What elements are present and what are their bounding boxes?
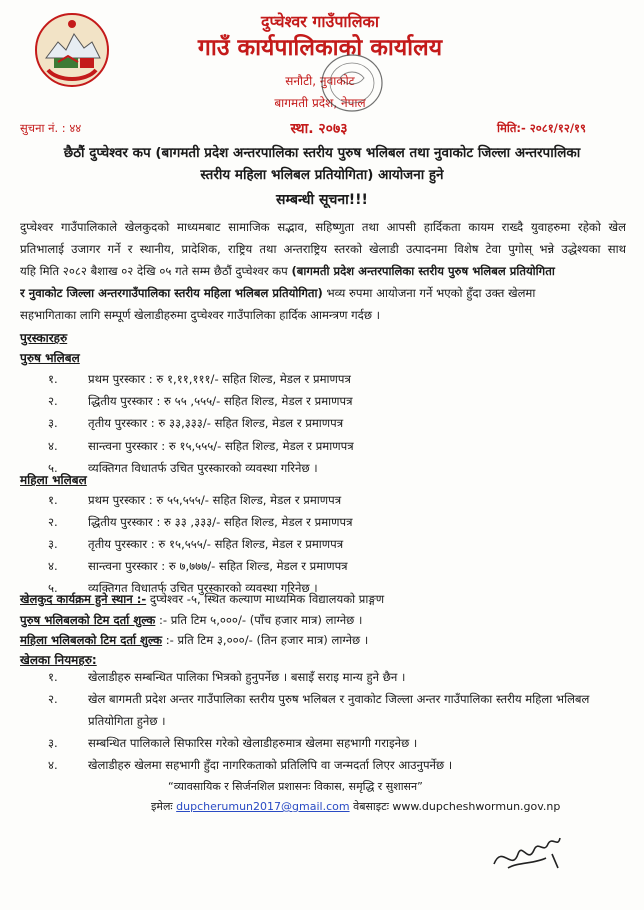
body-line: सहभागिताका लागि सम्पूर्ण खेलाडीहरुमा दुप्चेश्वर गाउँपालिका हार्दिक आमन्त्रण गर्दछ ।	[20, 308, 381, 322]
list-item	[48, 489, 628, 511]
list-item	[48, 666, 628, 688]
item-number: ३.	[48, 416, 58, 431]
notice-title-line-2: स्तरीय महिला भलिबल प्रतियोगिता) आयोजना हुने	[200, 167, 444, 183]
item-number: २.	[48, 394, 58, 409]
rules-heading: खेलका नियमहरु:	[20, 653, 97, 667]
item-number: १.	[48, 372, 58, 386]
list-item	[48, 688, 628, 732]
item-number: ३.	[48, 736, 58, 750]
item-text: खेलाडीहरु खेलमा सहभागी हुँदा नागरिकताको प्रतिलिपि वा जन्मदर्ता लिएर आउनुपर्नेछ ।	[88, 758, 453, 772]
item-text: सान्त्वना पुरस्कार : रु १५,५५५/- सहित शिल्ड, मेडल र प्रमाणपत्र	[88, 438, 354, 453]
website-text[interactable]: www.dupcheshwormun.gov.np	[392, 800, 561, 813]
signature-icon	[488, 824, 578, 880]
email-link[interactable]: dupcherumun2017@gmail.com	[176, 800, 350, 813]
body-line	[20, 260, 626, 282]
item-text: तृतीय पुरस्कार : रु १५,५५५/- सहित शिल्ड, मेडल र प्रमाणपत्र	[88, 537, 344, 551]
item-text: खेल बागमती प्रदेश अन्तर गाउँपालिका स्तरीय पुरुष भलिबल र नुवाकोट जिल्ला अन्तर गाउँपालिका स्तरीय महिला भलिबल प्रतियोगिता हुनेछ ।	[88, 692, 590, 728]
item-text: व्यक्तिगत विधातर्फ उचित पुरस्कारको व्यवस्था गरिनेछ ।	[88, 460, 318, 475]
org-name: दुप्चेश्वर गाउँपालिका	[261, 12, 379, 31]
office-stamp-icon	[296, 52, 408, 114]
venue-value: दुप्चेश्वर -५, स्थित कल्याण माध्यमिक विद्यालयको प्राङ्गण	[146, 592, 385, 606]
email-label: इमेलः	[151, 800, 177, 813]
item-number: ४.	[48, 758, 58, 772]
item-number: ३.	[48, 537, 58, 551]
item-text: प्रथम पुरस्कार : रु ५५,५५५/- सहित शिल्ड, मेडल र प्रमाणपत्र	[88, 493, 342, 507]
notice-date: मिति:- २०८१/१२/१९	[497, 121, 587, 135]
item-number: १.	[48, 493, 58, 507]
women-volleyball-heading: महिला भलिबल	[20, 473, 87, 487]
body-line	[20, 282, 626, 304]
office-province: बागमती प्रदेश, नेपाल	[274, 96, 366, 110]
list-item	[48, 435, 628, 457]
item-text: खेलाडीहरु सम्बन्धित पालिका भित्रको हुनुपर्नेछ । बसाइँ सराइ मान्य हुने छैन ।	[88, 670, 406, 684]
item-text: द्धितीय पुरस्कार : रु ५५ ,५५५/- सहित शिल्ड, मेडल र प्रमाणपत्र	[88, 394, 353, 409]
list-item	[48, 390, 628, 412]
body-line: प्रतिभालाई उजागर गर्ने र स्थानीय, प्रादेशिक, राष्ट्रिय तथा अन्तराष्ट्रिय स्तरको खेलाडी उत्पादनमा विशेष टेवा पुगोस् भन्ने उद्धेश्यका साथ	[20, 242, 626, 256]
item-number: ५.	[48, 460, 58, 475]
item-number: ४.	[48, 438, 58, 453]
footer-motto: “व्यावसायिक र सिर्जनशिल प्रशासनः विकास, समृद्धि र सुशासन”	[168, 780, 423, 793]
men-fee-label: पुरुष भलिबलको टिम दर्ता शुल्क	[20, 613, 156, 627]
notice-title-line-3: सम्बन्धी सूचना!!!	[276, 192, 368, 208]
men-volleyball-heading: पुरुष भलिबल	[20, 351, 80, 365]
notice-title-line-1: छैठौं दुप्चेश्वर कप (बागमती प्रदेश अन्तरपालिका स्तरीय पुरुष भलिबल तथा नुवाकोट जिल्ला अन्तरपालिका	[63, 145, 581, 161]
list-item	[48, 732, 628, 754]
women-fee-line	[20, 633, 368, 648]
venue-line	[20, 592, 384, 607]
men-prize-list	[48, 368, 628, 479]
item-text: तृतीय पुरस्कार : रु ३३,३३३/- सहित शिल्ड, मेडल र प्रमाणपत्र	[88, 416, 344, 431]
list-item	[48, 533, 628, 555]
list-item	[48, 511, 628, 533]
venue-label: खेलकुद कार्यक्रम हुने स्थान :-	[20, 592, 147, 606]
list-item	[48, 412, 628, 434]
item-text: द्धितीय पुरस्कार : रु ३३ ,३३३/- सहित शिल्ड, मेडल र प्रमाणपत्र	[88, 515, 353, 529]
item-text: सान्त्वना पुरस्कार : रु ७,७७७/- सहित शिल्ड, मेडल र प्रमाणपत्र	[88, 559, 348, 573]
item-text: प्रथम पुरस्कार : रु १,११,१११/- सहित शिल्ड, मेडल र प्रमाणपत्र	[88, 372, 351, 386]
notice-number: सुचना नं. : ४४	[20, 121, 82, 135]
item-number: ४.	[48, 559, 58, 573]
rules-list	[48, 666, 628, 776]
body-line: दुप्चेश्वर गाउँपालिकाले खेलकुदको माध्यमबाट सामाजिक सद्भाव, सहिष्णुता तथा आपसी हार्दिकता कायम राख्दै युवाहरुमा रहेको खेल	[20, 220, 626, 234]
item-text: व्यक्तिगत विधातर्फ उचित पुरस्कारको व्यवस्था गरिनेछ ।	[88, 581, 318, 595]
women-prize-list	[48, 489, 628, 599]
list-item	[48, 555, 628, 577]
item-number: २.	[48, 515, 58, 529]
item-number: १.	[48, 670, 58, 684]
body-text: भव्य रुपमा आयोजना गर्ने भएको हुँदा उक्त खेलमा	[322, 286, 536, 300]
event-name-bold: (बागमती प्रदेश अन्तरपालिका स्तरीय पुरुष भलिबल प्रतियोगिता	[291, 264, 555, 278]
men-fee-line	[20, 613, 362, 628]
footer-contact	[151, 799, 560, 814]
nepal-emblem-icon	[34, 12, 110, 88]
women-fee-label: महिला भलिबलको टिम दर्ता शुल्क	[20, 633, 163, 647]
item-number: ५.	[48, 581, 58, 595]
list-item	[48, 457, 628, 479]
body-text: यहि मिति २०८२ बैशाख ०२ देखि ०५ गते सम्म छैठौं दुप्चेश्वर कप	[20, 264, 292, 278]
list-item	[48, 754, 628, 776]
men-fee-value: :- प्रति टिम ५,०००/- (पाँच हजार मात्र) लाग्नेछ ।	[155, 613, 363, 627]
item-text: सम्बन्धित पालिकाले सिफारिस गरेको खेलाडीहरुमात्र खेलमा सहभागी गराइनेछ ।	[88, 736, 418, 750]
list-item	[48, 368, 628, 390]
women-fee-value: :- प्रति टिम ३,०००/- (तिन हजार मात्र) लाग्नेछ ।	[162, 633, 369, 647]
item-number: २.	[48, 692, 58, 706]
event-name-bold: र नुवाकोट जिल्ला अन्तरगाउँपालिका स्तरीय महिला भलिबल प्रतियोगिता)	[20, 286, 323, 300]
notice-body	[20, 216, 626, 326]
office-address: सनौटी, नुवाकोट	[285, 74, 355, 88]
prizes-heading: पुरस्कारहरु	[20, 331, 68, 345]
office-title: गाउँ कार्यपालिकाको कार्यालय	[197, 35, 443, 61]
website-label: वेबसाइटः	[349, 800, 393, 813]
established-year: स्था. २०७३	[290, 121, 348, 137]
